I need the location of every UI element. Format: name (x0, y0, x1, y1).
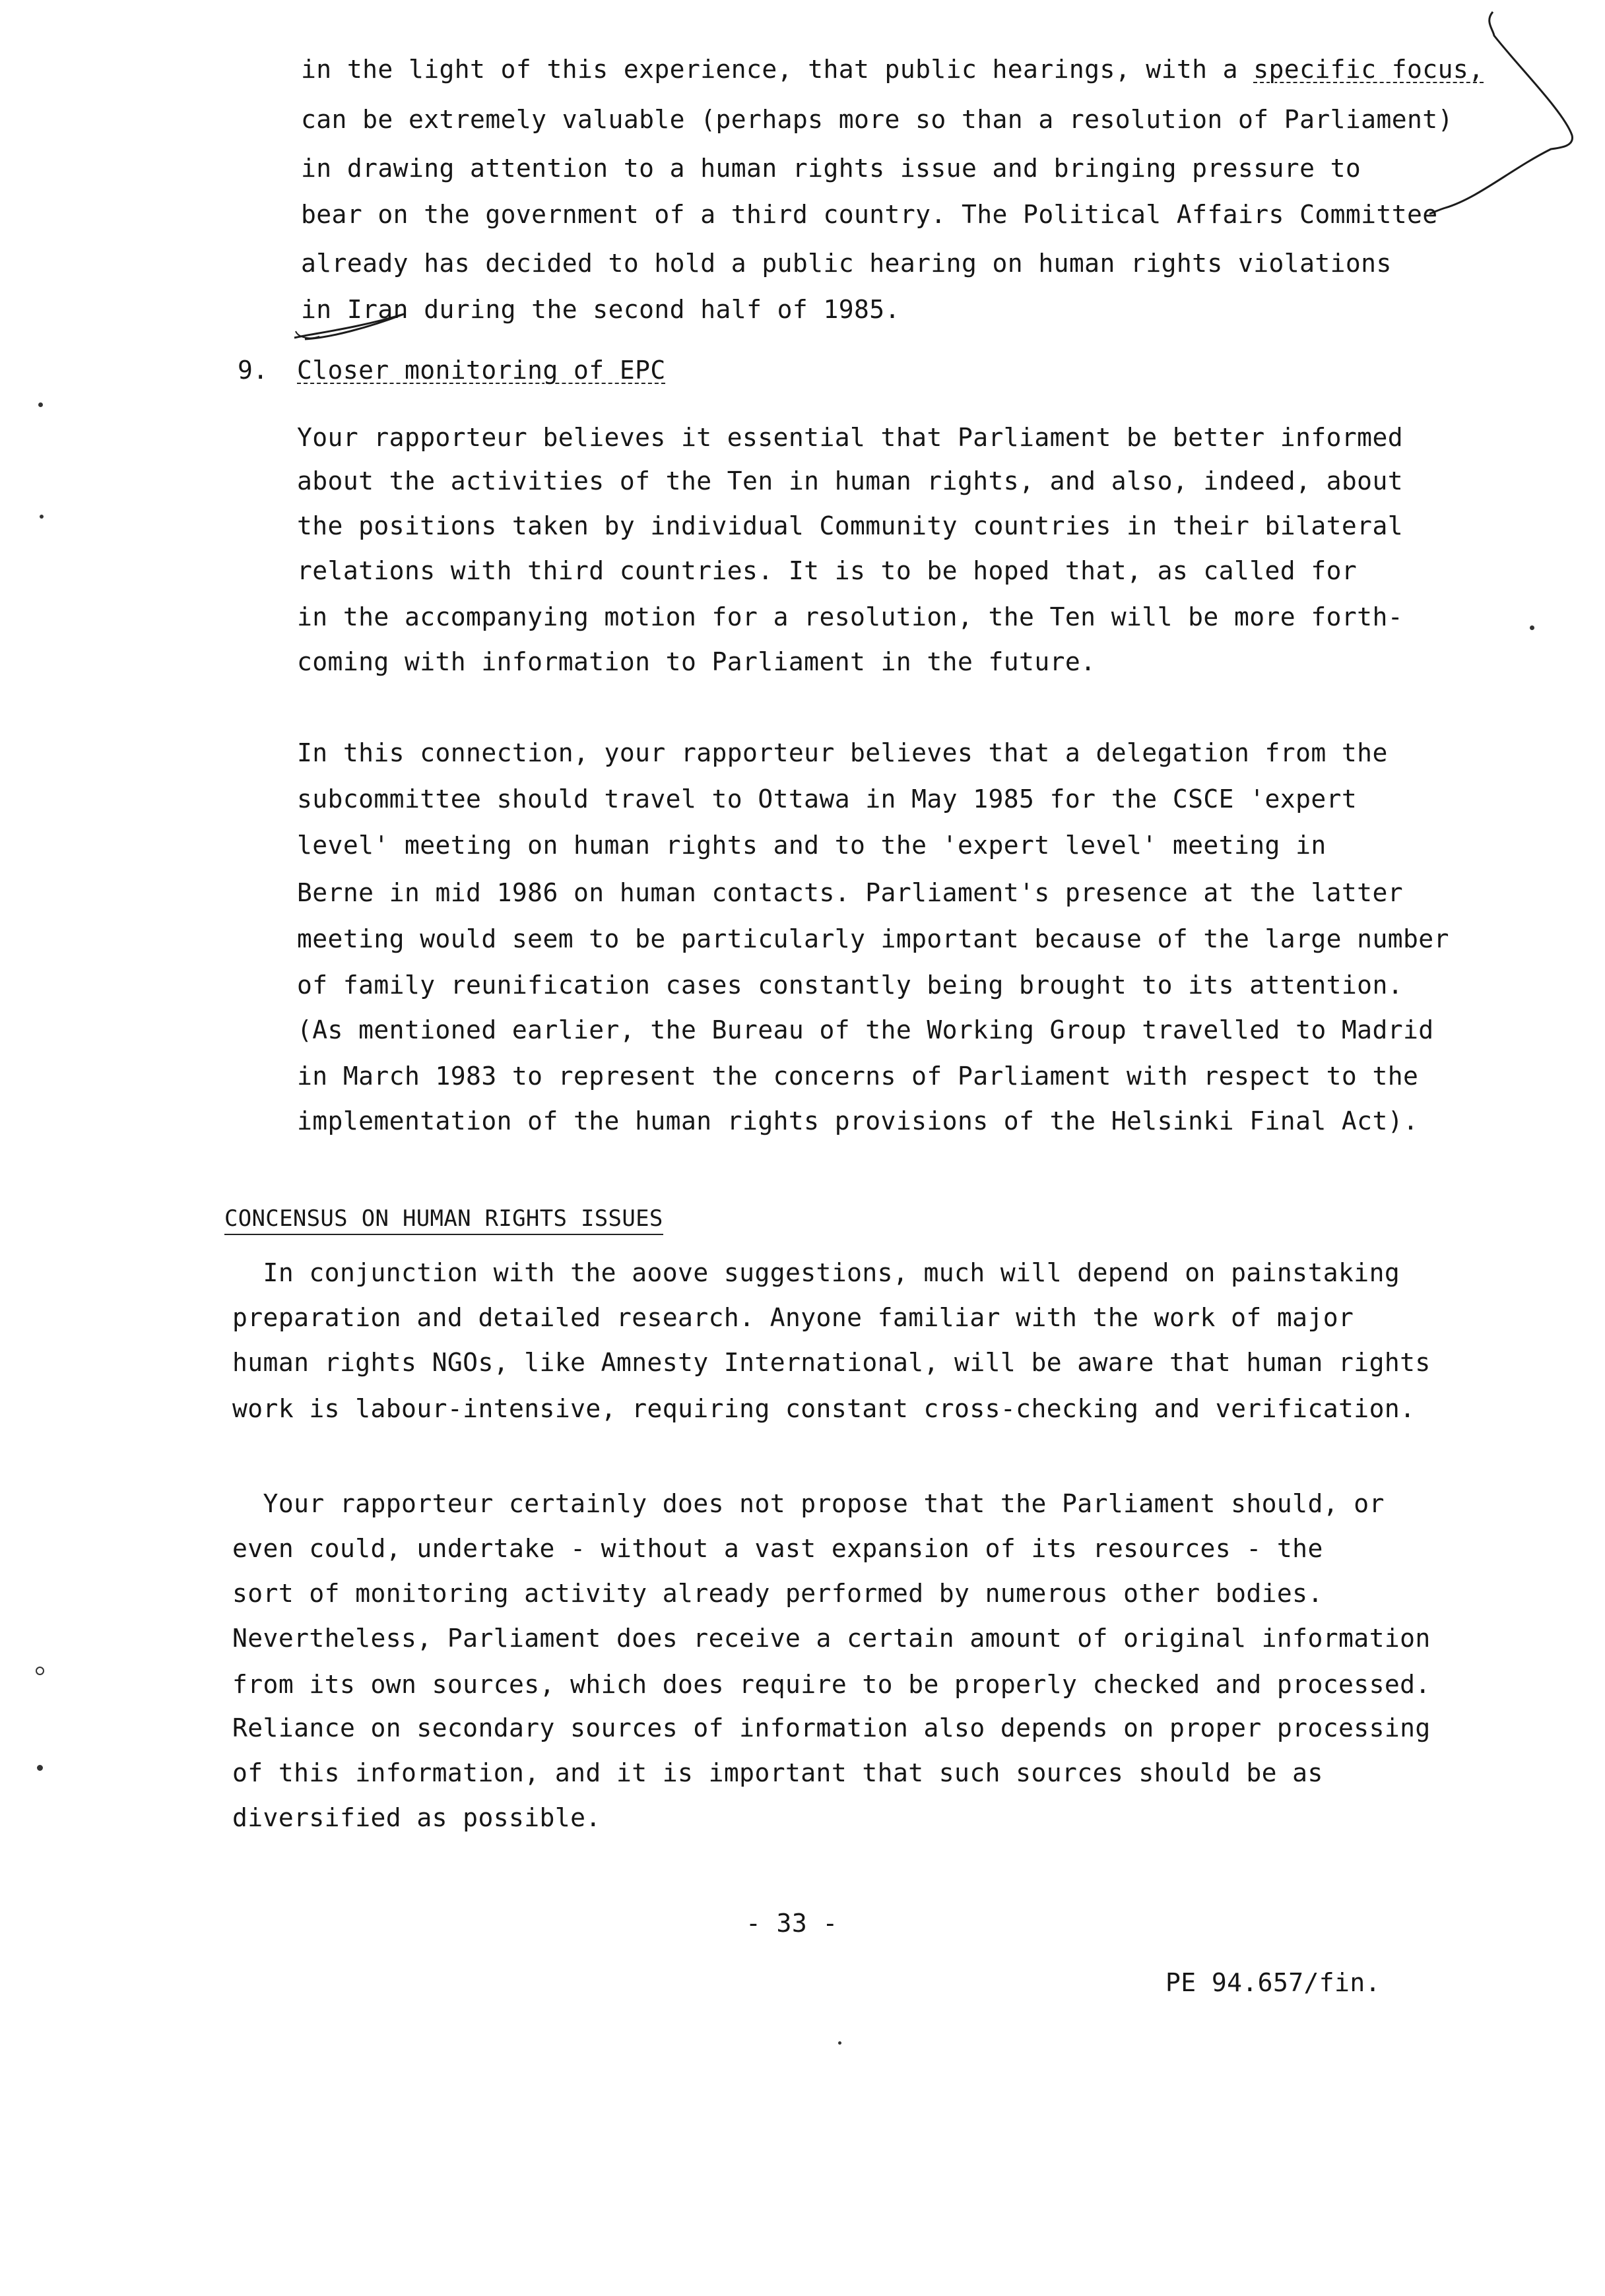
document-reference: PE 94.657/fin. (1165, 1968, 1381, 1997)
section-number: 9. (238, 356, 269, 385)
text-line: (As mentioned earlier, the Bureau of the Working Group travelled to Madrid (297, 1015, 1434, 1044)
text-line: In conjunction with the aoove suggestions, much will depend on painstaking (232, 1258, 1400, 1287)
text-line: In this connection, your rapporteur believes that a delegation from the (297, 738, 1388, 767)
text-line: preparation and detailed research. Anyone familiar with the work of major (232, 1303, 1354, 1332)
text-line: of family reunification cases constantly being brought to its attention. (297, 971, 1404, 1000)
text-line: already has decided to hold a public hearing on human rights violations (301, 249, 1392, 278)
text-line: about the activities of the Ten in human rights, and also, indeed, about (297, 466, 1404, 495)
section-heading: CONCENSUS ON HUMAN RIGHTS ISSUES (224, 1207, 663, 1235)
text-line: even could, undertake - without a vast expansion of its resources - the (232, 1534, 1323, 1563)
text-line: meeting would seem to be particularly important because of the large number (297, 924, 1449, 953)
text-line: Your rapporteur believes it essential that Parliament be better informed (297, 423, 1404, 452)
section-title: Closer monitoring of EPC (297, 356, 666, 385)
text-line: during the second half of 1985. (424, 295, 900, 324)
text-line: can be extremely valuable (perhaps more so than a resolution of Parliament) (301, 105, 1453, 134)
text-line: from its own sources, which does require to be properly checked and processed. (232, 1670, 1431, 1699)
margin-speck (838, 2041, 841, 2045)
emphasis-in-iran: in Iran (301, 295, 409, 324)
text-line: level' meeting on human rights and to the 'expert level' meeting in (297, 831, 1327, 860)
text-line: in the light of this experience, that public hearings, with a (301, 55, 1238, 84)
margin-speck (38, 402, 43, 407)
text-line: bear on the government of a third country. The Political Affairs Committee (301, 200, 1438, 229)
text-line: human rights NGOs, like Amnesty International, will be aware that human rights (232, 1348, 1431, 1377)
page-number: - 33 - (746, 1909, 838, 1938)
text-line: Nevertheless, Parliament does receive a certain amount of original information (232, 1624, 1431, 1653)
margin-speck (37, 1765, 43, 1771)
emphasis-specific-focus: specific focus, (1253, 55, 1484, 84)
text-line: Reliance on secondary sources of information also depends on proper processing (232, 1713, 1431, 1742)
text-line: Your rapporteur certainly does not propose that the Parliament should, or (232, 1489, 1385, 1518)
margin-speck (1530, 625, 1534, 630)
text-line: coming with information to Parliament in the future. (297, 647, 1096, 676)
text-line: of this information, and it is important that such sources should be as (232, 1758, 1323, 1787)
text-line: diversified as possible. (232, 1803, 601, 1832)
text-line: in the accompanying motion for a resolution, the Ten will be more forth- (297, 602, 1404, 631)
text-line: in drawing attention to a human rights issue and bringing pressure to (301, 154, 1361, 183)
text-line: Berne in mid 1986 on human contacts. Parliament's presence at the latter (297, 878, 1404, 907)
text-line: in March 1983 to represent the concerns of Parliament with respect to the (297, 1062, 1419, 1091)
text-line: sort of monitoring activity already performed by numerous other bodies. (232, 1579, 1323, 1608)
text-line: implementation of the human rights provisions of the Helsinki Final Act). (297, 1106, 1419, 1135)
margin-speck (36, 1667, 44, 1675)
text-line: subcommittee should travel to Ottawa in May 1985 for the CSCE 'expert (297, 784, 1358, 813)
text-line: relations with third countries. It is to be hoped that, as called for (297, 556, 1358, 585)
margin-speck (40, 515, 44, 519)
text-line: the positions taken by individual Community countries in their bilateral (297, 511, 1404, 540)
text-line: work is labour-intensive, requiring constant cross-checking and verification. (232, 1394, 1416, 1423)
